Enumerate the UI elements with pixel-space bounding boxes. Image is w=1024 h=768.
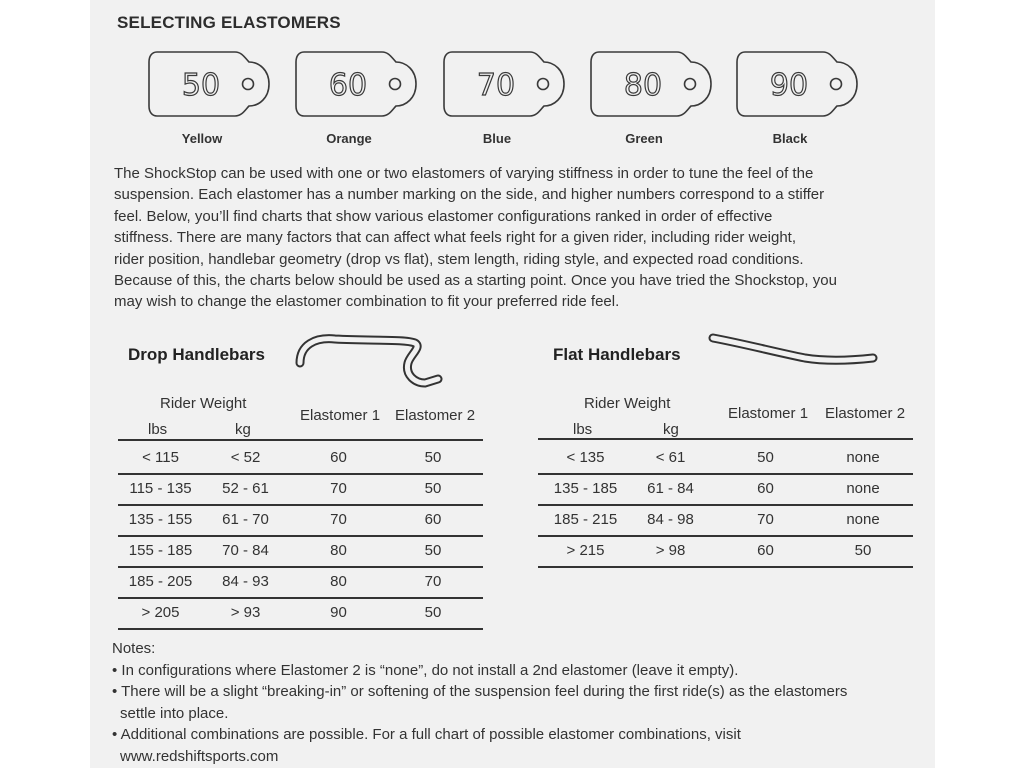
table-cell-e2: 50 — [424, 542, 442, 559]
table-cell-e2: 50 — [424, 480, 442, 497]
table-row — [118, 567, 483, 597]
table-cell-e1: 90 — [330, 604, 347, 621]
table-cell-e2: 50 — [854, 542, 872, 559]
section-heading: SELECTING ELASTOMERS — [117, 13, 341, 32]
table-cell-kg: < 52 — [230, 449, 261, 466]
table-cell-kg: 84 - 93 — [222, 573, 269, 590]
note-line: • Additional combinations are possible. For a full chart of possible elastomer combinations, visit — [112, 726, 741, 743]
table-cell-kg: < 61 — [655, 449, 686, 466]
row-rule — [118, 628, 483, 630]
elastomer-number: 70 — [476, 68, 516, 103]
elastomer-color-label: Orange — [326, 131, 372, 146]
table-cell-e1: 50 — [757, 449, 774, 466]
table-cell-e1: 60 — [330, 449, 347, 466]
elastomer-number: 60 — [328, 68, 368, 103]
note-line: • In configurations where Elastomer 2 is “none”, do not install a 2nd elastomer (leave it empty). — [112, 661, 739, 679]
note-line: settle into place. — [120, 704, 229, 722]
kg-header: kg — [235, 421, 251, 438]
header-rule — [118, 439, 483, 441]
table-cell-kg: 70 - 84 — [222, 542, 269, 559]
table-cell-e1: 70 — [330, 480, 347, 497]
table-cell-e1: 80 — [330, 542, 347, 559]
elastomer-color-label: Blue — [482, 131, 512, 146]
elastomer-tag — [735, 44, 865, 144]
table-cell-lbs: > 205 — [141, 604, 180, 621]
table-row — [538, 505, 913, 535]
table-cell-kg: 52 - 61 — [222, 480, 269, 497]
elastomer-tag — [294, 44, 424, 144]
rider-weight-header: Rider Weight — [584, 395, 671, 412]
lbs-header: lbs — [573, 421, 593, 438]
intro-line: The ShockStop can be used with one or two elastomers of varying stiffness in order to tune the feel of the — [114, 165, 814, 182]
elastomer-2-header: Elastomer 2 — [395, 407, 476, 424]
flat-handlebars-title: Flat Handlebars — [553, 345, 681, 364]
table-cell-e1: 60 — [757, 542, 774, 559]
elastomer-1-header: Elastomer 1 — [300, 407, 381, 424]
elastomer-1-header: Elastomer 1 — [728, 405, 809, 422]
elastomer-number: 80 — [623, 68, 663, 103]
table-row — [118, 474, 483, 504]
table-cell-lbs: 135 - 155 — [128, 511, 193, 528]
table-cell-e1: 70 — [757, 511, 774, 528]
table-cell-kg: 61 - 70 — [222, 511, 269, 528]
intro-line: rider position, handlebar geometry (drop vs flat), stem length, riding style, and expected road conditions. — [114, 250, 804, 268]
table-cell-e2: none — [846, 449, 880, 466]
table-row — [538, 474, 913, 504]
table-cell-e2: 50 — [424, 449, 442, 466]
table-cell-e2: 70 — [424, 573, 442, 590]
table-row — [538, 536, 913, 566]
notes-section — [112, 638, 912, 767]
table-cell-lbs: 185 - 215 — [553, 511, 618, 528]
table-cell-e1: 60 — [757, 480, 774, 497]
intro-line: suspension. Each elastomer has a number marking on the side, and higher numbers correspond to a stiffer — [114, 186, 825, 204]
table-cell-lbs: < 135 — [566, 449, 605, 466]
table-cell-e2: 50 — [424, 604, 442, 621]
table-cell-kg: > 98 — [655, 542, 686, 559]
table-cell-e2: none — [846, 480, 880, 497]
table-cell-e2: 60 — [424, 511, 442, 528]
kg-header: kg — [663, 421, 679, 438]
table-row — [118, 536, 483, 566]
intro-line: feel. Below, you’ll find charts that show various elastomer configurations ranked in order of effective — [114, 207, 773, 225]
table-cell-lbs: 155 - 185 — [128, 542, 193, 559]
table-cell-e2: none — [846, 511, 880, 528]
table-row — [118, 505, 483, 535]
flat-handlebar-icon — [705, 330, 880, 370]
drop-handlebars-table — [118, 395, 483, 635]
table-cell-lbs: 135 - 185 — [553, 480, 618, 497]
note-link[interactable]: www.redshiftsports.com — [120, 747, 279, 765]
intro-line: may wish to change the elastomer combination to fit your preferred ride feel. — [114, 293, 620, 311]
lbs-header: lbs — [148, 421, 168, 438]
table-cell-lbs: 185 - 205 — [128, 573, 193, 590]
table-row — [118, 443, 483, 473]
elastomer-2-header: Elastomer 2 — [825, 405, 906, 422]
elastomer-color-label: Yellow — [181, 131, 223, 146]
elastomer-tag — [589, 44, 719, 144]
drop-handlebar-icon — [290, 325, 450, 395]
rider-weight-header: Rider Weight — [160, 395, 247, 412]
table-cell-kg: > 93 — [230, 604, 261, 621]
row-rule — [538, 566, 913, 568]
elastomer-color-label: Black — [772, 131, 808, 146]
table-row — [118, 598, 483, 628]
table-cell-lbs: > 215 — [566, 542, 605, 559]
intro-line: stiffness. There are many factors that can affect what feels right for a given rider, including rider weight, — [114, 229, 797, 247]
note-line: • There will be a slight “breaking-in” or softening of the suspension feel during the first ride(s) as the elastomers — [112, 683, 848, 700]
elastomer-number: 90 — [769, 68, 809, 103]
elastomer-color-label: Green — [625, 131, 663, 146]
table-cell-lbs: < 115 — [142, 449, 179, 466]
table-cell-lbs: 115 - 135 — [129, 480, 192, 497]
elastomer-tag — [147, 44, 277, 144]
table-cell-e1: 70 — [330, 511, 347, 528]
notes-title: Notes: — [112, 640, 156, 657]
table-cell-e1: 80 — [330, 573, 347, 590]
elastomer-number: 50 — [181, 68, 221, 103]
elastomer-tag — [442, 44, 572, 144]
flat-handlebars-table — [538, 395, 913, 575]
header-rule — [538, 438, 913, 440]
drop-handlebars-title: Drop Handlebars — [128, 345, 265, 364]
intro-line: Because of this, the charts below should be used as a starting point. Once you have tried the Shockstop, you — [114, 272, 837, 290]
table-row — [538, 443, 913, 473]
table-cell-kg: 84 - 98 — [647, 511, 694, 528]
table-cell-kg: 61 - 84 — [647, 480, 694, 497]
intro-paragraph — [114, 163, 914, 313]
